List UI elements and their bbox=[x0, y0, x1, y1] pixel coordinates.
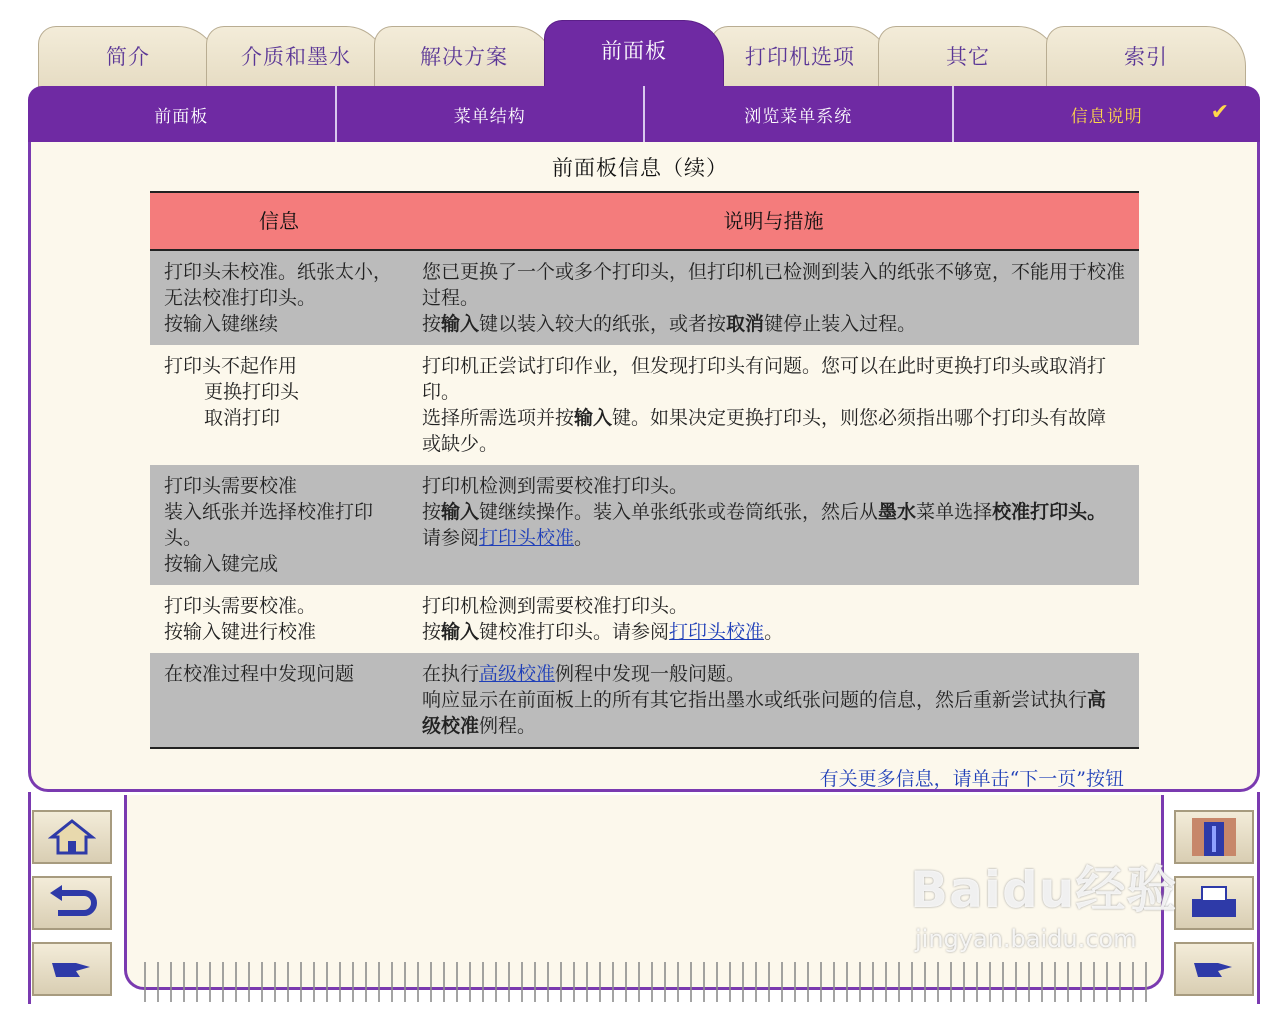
description-cell: 打印机检测到需要校准打印头。 按输入键继续操作。装入单张纸张或卷筒纸张，然后从墨水菜单选择校准打印头。请参阅打印头校准。 bbox=[408, 465, 1139, 585]
nav-label: 信息说明 bbox=[1070, 106, 1143, 127]
tab-intro[interactable] bbox=[38, 26, 218, 88]
tab-solutions[interactable] bbox=[374, 26, 554, 88]
print-button[interactable] bbox=[1174, 876, 1254, 930]
printhead-alignment-link[interactable]: 打印头校准 bbox=[479, 527, 575, 549]
table-row bbox=[150, 345, 1139, 465]
menu-name: 墨水 bbox=[878, 501, 917, 523]
description-cell: 打印机正尝试打印作业，但发现打印头有问题。您可以在此时更换打印头或取消打印。 选择所需选项并按输入键。如果决定更换打印头，则您必须指出哪个打印头有故障或缺少。 bbox=[408, 345, 1139, 465]
key-name: 输入 bbox=[441, 501, 480, 523]
description-cell: 您已更换了一个或多个打印头，但打印机已检测到装入的纸张不够宽，不能用于校准过程。 按输入键以装入较大的纸张，或者按取消键停止装入过程。 bbox=[408, 250, 1139, 345]
home-icon bbox=[48, 817, 96, 857]
procedure-name: 高级校准 bbox=[422, 689, 1107, 737]
key-name: 输入 bbox=[441, 313, 480, 335]
home-button[interactable] bbox=[32, 810, 112, 864]
message-cell: 打印头需要校准。 按输入键进行校准 bbox=[150, 585, 408, 653]
nav-front-panel[interactable] bbox=[28, 86, 337, 142]
tab-label: 介质和墨水 bbox=[241, 45, 351, 69]
message-cell: 在校准过程中发现问题 bbox=[150, 653, 408, 748]
exit-door-icon bbox=[1190, 816, 1238, 858]
check-icon: ✔ bbox=[1210, 100, 1230, 125]
nav-label: 浏览菜单系统 bbox=[744, 106, 853, 127]
description-cell: 打印机检测到需要校准打印头。 按输入键校准打印头。请参阅打印头校准。 bbox=[408, 585, 1139, 653]
nav-browse-menu[interactable] bbox=[645, 86, 954, 142]
table-row bbox=[150, 585, 1139, 653]
watermark-url: jingyan.baidu.com bbox=[915, 925, 1137, 953]
watermark-logo: Baidu经验 bbox=[910, 861, 1178, 919]
tab-printer-options[interactable] bbox=[710, 26, 890, 88]
tab-label: 其它 bbox=[946, 45, 990, 69]
tab-label: 打印机选项 bbox=[745, 45, 855, 69]
tab-index[interactable] bbox=[1046, 26, 1246, 88]
tab-media-ink[interactable] bbox=[206, 26, 386, 88]
message-cell: 打印头需要校准 装入纸张并选择校准打印头。 按输入键完成 bbox=[150, 465, 408, 585]
back-icon bbox=[46, 883, 98, 923]
next-page-hand-icon bbox=[1188, 949, 1240, 989]
spiral-binding bbox=[138, 962, 1148, 1002]
next-button[interactable] bbox=[32, 942, 112, 996]
key-name: 输入 bbox=[441, 621, 480, 643]
tab-front-panel[interactable] bbox=[544, 20, 724, 90]
message-cell: 打印头不起作用 更换打印头 取消打印 bbox=[150, 345, 408, 465]
next-page-button[interactable] bbox=[1174, 942, 1254, 996]
nav-label: 前面板 bbox=[154, 106, 209, 127]
message-table bbox=[150, 191, 1139, 749]
column-header-message: 信息 bbox=[150, 192, 408, 250]
key-name: 取消 bbox=[726, 313, 765, 335]
nav-menu-structure[interactable] bbox=[337, 86, 646, 142]
tab-label: 解决方案 bbox=[420, 45, 508, 69]
nav-message-description[interactable] bbox=[954, 86, 1261, 142]
key-name: 输入 bbox=[574, 407, 613, 429]
tab-label: 简介 bbox=[106, 45, 150, 69]
table-row bbox=[150, 653, 1139, 748]
message-cell: 打印头未校准。纸张太小，无法校准打印头。 按输入键继续 bbox=[150, 250, 408, 345]
exit-button[interactable] bbox=[1174, 810, 1254, 864]
table-row bbox=[150, 465, 1139, 585]
page-title: 前面板信息（续） bbox=[552, 156, 728, 180]
description-cell: 在执行高级校准例程中发现一般问题。 响应显示在前面板上的所有其它指出墨水或纸张问题的信息，然后重新尝试执行高级校准例程。 bbox=[408, 653, 1139, 748]
back-button[interactable] bbox=[32, 876, 112, 930]
menu-item-name: 校准打印头。 bbox=[992, 501, 1107, 523]
top-tabs bbox=[28, 20, 1260, 90]
printhead-alignment-link[interactable]: 打印头校准 bbox=[669, 621, 765, 643]
tab-label: 前面板 bbox=[601, 39, 667, 63]
table-row bbox=[150, 250, 1139, 345]
tab-other[interactable] bbox=[878, 26, 1058, 88]
more-info-hint: 有关更多信息，请单击“下一页”按钮 bbox=[819, 768, 1124, 790]
column-header-description: 说明与措施 bbox=[408, 192, 1139, 250]
next-hand-icon bbox=[46, 949, 98, 989]
printer-icon bbox=[1188, 883, 1240, 923]
advanced-alignment-link[interactable]: 高级校准 bbox=[479, 663, 556, 685]
nav-label: 菜单结构 bbox=[453, 106, 526, 127]
tab-label: 索引 bbox=[1124, 45, 1168, 69]
sub-nav-bar bbox=[28, 86, 1260, 142]
